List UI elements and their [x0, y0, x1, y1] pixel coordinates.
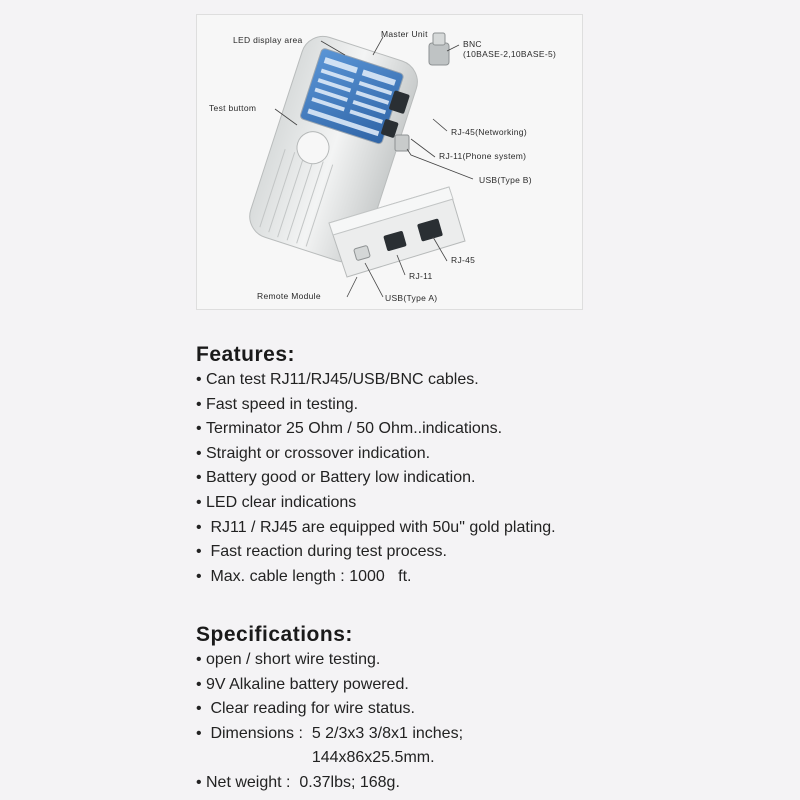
list-item: • Fast reaction during test process. [196, 543, 447, 561]
label-rj11-phone: RJ-11(Phone system) [439, 151, 527, 161]
features-section [196, 342, 756, 589]
label-bnc-sub: (10BASE-2,10BASE-5) [463, 49, 557, 59]
label-rj45-networking: RJ-45(Networking) [451, 127, 527, 137]
list-item: • open / short wire testing. [196, 651, 381, 668]
list-item: • Fast speed in testing. [196, 395, 359, 413]
specifications-list [196, 648, 756, 795]
list-item: • RJ11 / RJ45 are equipped with 50u" gold plating. [196, 518, 556, 536]
dimensions-line: 144x86x25.5mm. [311, 749, 435, 767]
product-diagram [196, 14, 583, 310]
list-item-weight: • Net weight : 0.37lbs; 168g. [196, 773, 400, 791]
label-test-button: Test buttom [209, 103, 257, 113]
label-bnc: BNC [463, 39, 482, 49]
list-item: • Battery good or Battery low indication. [196, 469, 476, 487]
dimensions-line: 5 2/3x3 3/8x1 inches; [311, 724, 464, 742]
features-list [196, 368, 756, 589]
label-rj45: RJ-45 [451, 255, 476, 265]
list-item: • 9V Alkaline battery powered. [196, 675, 409, 693]
label-remote-module: Remote Module [257, 291, 321, 301]
tester-illustration [197, 15, 584, 311]
specifications-title: Specifications: [196, 623, 353, 646]
specifications-section [196, 622, 756, 795]
list-item: • Can test RJ11/RJ45/USB/BNC cables. [196, 371, 479, 388]
label-led-display: LED display area [233, 35, 303, 45]
list-item-dimensions: • Dimensions : 5 2/3x3 3/8x1 inches; 144x86x25.5mm. [196, 722, 756, 771]
dimensions-values [312, 722, 463, 771]
label-master-unit: Master Unit [381, 29, 428, 39]
list-item: • LED clear indications [196, 493, 357, 511]
dimensions-key: Dimensions : [206, 724, 312, 742]
label-rj11: RJ-11 [409, 271, 433, 281]
list-item: • Clear reading for wire status. [196, 700, 415, 718]
list-item: • Max. cable length : 1000 ft. [196, 567, 412, 585]
label-usb-a: USB(Type A) [385, 293, 438, 303]
list-item: • Straight or crossover indication. [196, 444, 431, 462]
usb-b-port [395, 135, 409, 151]
label-usb-b: USB(Type B) [479, 175, 532, 185]
bnc-connector [429, 33, 449, 65]
features-title: Features: [196, 343, 296, 366]
list-item: • Terminator 25 Ohm / 50 Ohm..indications. [196, 420, 503, 438]
